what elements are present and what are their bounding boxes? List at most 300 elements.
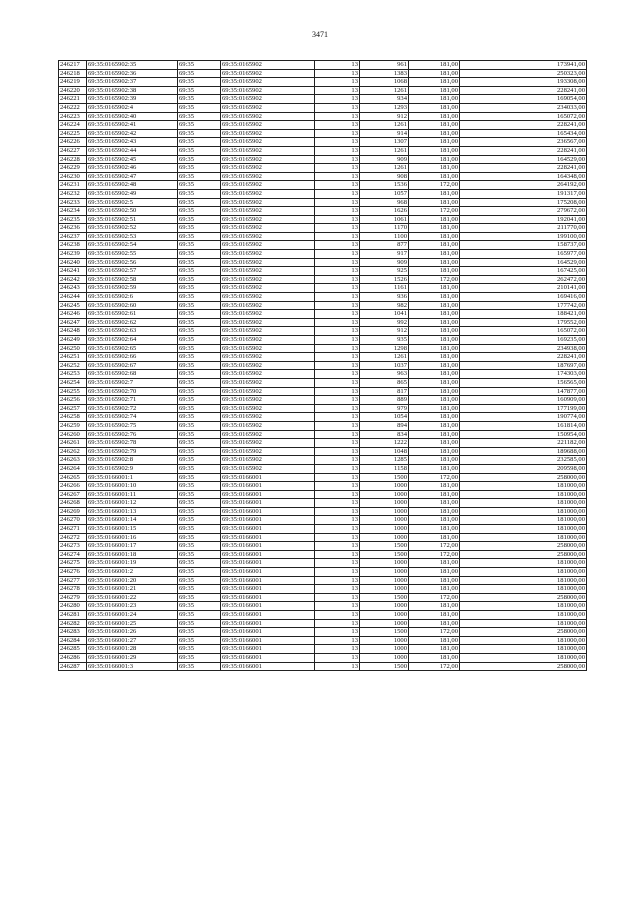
cadastral-number-cell: 69:35:0165902:45 xyxy=(87,155,178,164)
area-cell: 909 xyxy=(360,155,409,164)
area-cell: 925 xyxy=(360,267,409,276)
block-number-cell: 69:35:0165902 xyxy=(221,404,315,413)
block-number-cell: 69:35:0165902 xyxy=(221,138,315,147)
row-id-cell: 246277 xyxy=(59,576,87,585)
district-code-cell: 69:35 xyxy=(178,456,221,465)
cost-cell: 192041,00 xyxy=(460,215,587,224)
page-number: 3471 xyxy=(312,30,328,39)
cost-cell: 181000,00 xyxy=(460,499,587,508)
rate-cell: 181,00 xyxy=(409,490,460,499)
cost-cell: 156565,00 xyxy=(460,378,587,387)
area-cell: 1383 xyxy=(360,69,409,78)
row-id-cell: 246244 xyxy=(59,293,87,302)
cadastral-number-cell: 69:35:0166001:3 xyxy=(87,662,178,671)
table-row xyxy=(59,542,587,551)
table-row xyxy=(59,413,587,422)
rate-cell: 181,00 xyxy=(409,112,460,121)
block-number-cell: 69:35:0165902 xyxy=(221,344,315,353)
category-cell: 13 xyxy=(315,95,360,104)
row-id-cell: 246247 xyxy=(59,318,87,327)
cadastral-number-cell: 69:35:0165902:67 xyxy=(87,361,178,370)
cadastral-number-cell: 69:35:0165902:9 xyxy=(87,464,178,473)
block-number-cell: 69:35:0165902 xyxy=(221,164,315,173)
cost-cell: 228241,00 xyxy=(460,86,587,95)
rate-cell: 181,00 xyxy=(409,636,460,645)
cost-cell: 164348,00 xyxy=(460,172,587,181)
table-row xyxy=(59,456,587,465)
row-id-cell: 246229 xyxy=(59,164,87,173)
category-cell: 13 xyxy=(315,636,360,645)
area-cell: 961 xyxy=(360,61,409,70)
cadastral-number-cell: 69:35:0166001:29 xyxy=(87,653,178,662)
district-code-cell: 69:35 xyxy=(178,499,221,508)
area-cell: 889 xyxy=(360,396,409,405)
area-cell: 963 xyxy=(360,370,409,379)
rate-cell: 181,00 xyxy=(409,421,460,430)
category-cell: 13 xyxy=(315,404,360,413)
area-cell: 1068 xyxy=(360,78,409,87)
area-cell: 1054 xyxy=(360,413,409,422)
row-id-cell: 246280 xyxy=(59,602,87,611)
rate-cell: 172,00 xyxy=(409,473,460,482)
rate-cell: 181,00 xyxy=(409,430,460,439)
area-cell: 1500 xyxy=(360,550,409,559)
row-id-cell: 246260 xyxy=(59,430,87,439)
table-row xyxy=(59,138,587,147)
table-row xyxy=(59,267,587,276)
area-cell: 1000 xyxy=(360,602,409,611)
cost-cell: 258000,00 xyxy=(460,473,587,482)
block-number-cell: 69:35:0165902 xyxy=(221,413,315,422)
rate-cell: 181,00 xyxy=(409,619,460,628)
table-row xyxy=(59,146,587,155)
area-cell: 1161 xyxy=(360,284,409,293)
cadastral-number-cell: 69:35:0166001:14 xyxy=(87,516,178,525)
category-cell: 13 xyxy=(315,525,360,534)
table-row xyxy=(59,336,587,345)
district-code-cell: 69:35 xyxy=(178,121,221,130)
row-id-cell: 246285 xyxy=(59,645,87,654)
district-code-cell: 69:35 xyxy=(178,318,221,327)
area-cell: 1000 xyxy=(360,636,409,645)
rate-cell: 181,00 xyxy=(409,146,460,155)
row-id-cell: 246271 xyxy=(59,525,87,534)
table-body xyxy=(59,61,587,671)
cadastral-number-cell: 69:35:0166001:15 xyxy=(87,525,178,534)
cost-cell: 181000,00 xyxy=(460,611,587,620)
area-cell: 1222 xyxy=(360,439,409,448)
category-cell: 13 xyxy=(315,241,360,250)
table-row xyxy=(59,585,587,594)
cost-cell: 164529,00 xyxy=(460,155,587,164)
cost-cell: 160909,00 xyxy=(460,396,587,405)
row-id-cell: 246263 xyxy=(59,456,87,465)
rate-cell: 181,00 xyxy=(409,387,460,396)
area-cell: 1037 xyxy=(360,361,409,370)
cadastral-number-cell: 69:35:0166001:26 xyxy=(87,628,178,637)
block-number-cell: 69:35:0165902 xyxy=(221,155,315,164)
row-id-cell: 246232 xyxy=(59,189,87,198)
cadastral-number-cell: 69:35:0165902:5 xyxy=(87,198,178,207)
row-id-cell: 246275 xyxy=(59,559,87,568)
rate-cell: 181,00 xyxy=(409,138,460,147)
district-code-cell: 69:35 xyxy=(178,507,221,516)
rate-cell: 181,00 xyxy=(409,301,460,310)
rate-cell: 181,00 xyxy=(409,404,460,413)
row-id-cell: 246259 xyxy=(59,421,87,430)
table-row xyxy=(59,78,587,87)
block-number-cell: 69:35:0165902 xyxy=(221,370,315,379)
block-number-cell: 69:35:0165902 xyxy=(221,215,315,224)
block-number-cell: 69:35:0165902 xyxy=(221,172,315,181)
table-row xyxy=(59,482,587,491)
district-code-cell: 69:35 xyxy=(178,232,221,241)
block-number-cell: 69:35:0165902 xyxy=(221,61,315,70)
cost-cell: 181000,00 xyxy=(460,576,587,585)
row-id-cell: 246240 xyxy=(59,258,87,267)
district-code-cell: 69:35 xyxy=(178,86,221,95)
cadastral-number-cell: 69:35:0166001:24 xyxy=(87,611,178,620)
cadastral-number-cell: 69:35:0165902:42 xyxy=(87,129,178,138)
cadastral-table xyxy=(58,60,587,671)
block-number-cell: 69:35:0166001 xyxy=(221,482,315,491)
row-id-cell: 246227 xyxy=(59,146,87,155)
cadastral-number-cell: 69:35:0165902:49 xyxy=(87,189,178,198)
cost-cell: 169235,00 xyxy=(460,336,587,345)
area-cell: 1261 xyxy=(360,146,409,155)
block-number-cell: 69:35:0165902 xyxy=(221,86,315,95)
rate-cell: 181,00 xyxy=(409,559,460,568)
rate-cell: 172,00 xyxy=(409,593,460,602)
cadastral-number-cell: 69:35:0165902:64 xyxy=(87,336,178,345)
area-cell: 914 xyxy=(360,129,409,138)
area-cell: 1057 xyxy=(360,189,409,198)
table-row xyxy=(59,301,587,310)
area-cell: 1000 xyxy=(360,490,409,499)
area-cell: 1526 xyxy=(360,275,409,284)
rate-cell: 181,00 xyxy=(409,61,460,70)
row-id-cell: 246272 xyxy=(59,533,87,542)
block-number-cell: 69:35:0165902 xyxy=(221,284,315,293)
block-number-cell: 69:35:0165902 xyxy=(221,267,315,276)
area-cell: 1000 xyxy=(360,568,409,577)
cost-cell: 236567,00 xyxy=(460,138,587,147)
district-code-cell: 69:35 xyxy=(178,258,221,267)
cadastral-number-cell: 69:35:0166001:27 xyxy=(87,636,178,645)
district-code-cell: 69:35 xyxy=(178,602,221,611)
district-code-cell: 69:35 xyxy=(178,310,221,319)
block-number-cell: 69:35:0165902 xyxy=(221,189,315,198)
table-row xyxy=(59,447,587,456)
row-id-cell: 246274 xyxy=(59,550,87,559)
rate-cell: 181,00 xyxy=(409,353,460,362)
rate-cell: 181,00 xyxy=(409,396,460,405)
area-cell: 1261 xyxy=(360,164,409,173)
cadastral-number-cell: 69:35:0165902:74 xyxy=(87,413,178,422)
district-code-cell: 69:35 xyxy=(178,611,221,620)
area-cell: 1000 xyxy=(360,482,409,491)
district-code-cell: 69:35 xyxy=(178,250,221,259)
cadastral-number-cell: 69:35:0165902:50 xyxy=(87,207,178,216)
row-id-cell: 246230 xyxy=(59,172,87,181)
rate-cell: 181,00 xyxy=(409,361,460,370)
cadastral-number-cell: 69:35:0165902:7 xyxy=(87,378,178,387)
district-code-cell: 69:35 xyxy=(178,370,221,379)
district-code-cell: 69:35 xyxy=(178,224,221,233)
cadastral-number-cell: 69:35:0165902:76 xyxy=(87,430,178,439)
area-cell: 877 xyxy=(360,241,409,250)
cost-cell: 228241,00 xyxy=(460,353,587,362)
district-code-cell: 69:35 xyxy=(178,585,221,594)
table-row xyxy=(59,112,587,121)
district-code-cell: 69:35 xyxy=(178,336,221,345)
rate-cell: 172,00 xyxy=(409,207,460,216)
cadastral-number-cell: 69:35:0165902:39 xyxy=(87,95,178,104)
area-cell: 1500 xyxy=(360,628,409,637)
rate-cell: 181,00 xyxy=(409,121,460,130)
category-cell: 13 xyxy=(315,275,360,284)
category-cell: 13 xyxy=(315,336,360,345)
district-code-cell: 69:35 xyxy=(178,593,221,602)
table-row xyxy=(59,232,587,241)
district-code-cell: 69:35 xyxy=(178,576,221,585)
table-row xyxy=(59,559,587,568)
block-number-cell: 69:35:0165902 xyxy=(221,456,315,465)
cost-cell: 165977,00 xyxy=(460,250,587,259)
category-cell: 13 xyxy=(315,267,360,276)
table-row xyxy=(59,430,587,439)
cost-cell: 161814,00 xyxy=(460,421,587,430)
row-id-cell: 246219 xyxy=(59,78,87,87)
area-cell: 912 xyxy=(360,327,409,336)
area-cell: 1261 xyxy=(360,121,409,130)
category-cell: 13 xyxy=(315,189,360,198)
cadastral-number-cell: 69:35:0165902:60 xyxy=(87,301,178,310)
area-cell: 979 xyxy=(360,404,409,413)
cost-cell: 188421,00 xyxy=(460,310,587,319)
block-number-cell: 69:35:0165902 xyxy=(221,112,315,121)
row-id-cell: 246231 xyxy=(59,181,87,190)
category-cell: 13 xyxy=(315,628,360,637)
rate-cell: 181,00 xyxy=(409,258,460,267)
category-cell: 13 xyxy=(315,215,360,224)
cost-cell: 181000,00 xyxy=(460,585,587,594)
rate-cell: 181,00 xyxy=(409,95,460,104)
district-code-cell: 69:35 xyxy=(178,172,221,181)
cadastral-number-cell: 69:35:0165902:79 xyxy=(87,447,178,456)
cadastral-number-cell: 69:35:0166001:16 xyxy=(87,533,178,542)
cost-cell: 158737,00 xyxy=(460,241,587,250)
table-row xyxy=(59,318,587,327)
area-cell: 1307 xyxy=(360,138,409,147)
district-code-cell: 69:35 xyxy=(178,430,221,439)
table-row xyxy=(59,129,587,138)
rate-cell: 172,00 xyxy=(409,662,460,671)
area-cell: 992 xyxy=(360,318,409,327)
cost-cell: 181000,00 xyxy=(460,602,587,611)
category-cell: 13 xyxy=(315,645,360,654)
rate-cell: 181,00 xyxy=(409,645,460,654)
rate-cell: 181,00 xyxy=(409,439,460,448)
table-row xyxy=(59,172,587,181)
area-cell: 1170 xyxy=(360,224,409,233)
table-row xyxy=(59,327,587,336)
rate-cell: 181,00 xyxy=(409,172,460,181)
area-cell: 1000 xyxy=(360,559,409,568)
district-code-cell: 69:35 xyxy=(178,353,221,362)
category-cell: 13 xyxy=(315,533,360,542)
block-number-cell: 69:35:0166001 xyxy=(221,602,315,611)
cost-cell: 191317,00 xyxy=(460,189,587,198)
rate-cell: 181,00 xyxy=(409,585,460,594)
table-row xyxy=(59,396,587,405)
area-cell: 1626 xyxy=(360,207,409,216)
category-cell: 13 xyxy=(315,593,360,602)
table-row xyxy=(59,525,587,534)
cost-cell: 147877,00 xyxy=(460,387,587,396)
table-row xyxy=(59,576,587,585)
block-number-cell: 69:35:0166001 xyxy=(221,559,315,568)
category-cell: 13 xyxy=(315,507,360,516)
category-cell: 13 xyxy=(315,172,360,181)
category-cell: 13 xyxy=(315,576,360,585)
row-id-cell: 246269 xyxy=(59,507,87,516)
cost-cell: 221182,00 xyxy=(460,439,587,448)
rate-cell: 181,00 xyxy=(409,250,460,259)
cadastral-number-cell: 69:35:0165902:51 xyxy=(87,215,178,224)
cadastral-number-cell: 69:35:0166001:23 xyxy=(87,602,178,611)
cost-cell: 181000,00 xyxy=(460,533,587,542)
rate-cell: 181,00 xyxy=(409,164,460,173)
category-cell: 13 xyxy=(315,370,360,379)
row-id-cell: 246238 xyxy=(59,241,87,250)
category-cell: 13 xyxy=(315,353,360,362)
rate-cell: 181,00 xyxy=(409,370,460,379)
row-id-cell: 246267 xyxy=(59,490,87,499)
row-id-cell: 246276 xyxy=(59,568,87,577)
rate-cell: 181,00 xyxy=(409,293,460,302)
district-code-cell: 69:35 xyxy=(178,69,221,78)
block-number-cell: 69:35:0165902 xyxy=(221,336,315,345)
category-cell: 13 xyxy=(315,413,360,422)
category-cell: 13 xyxy=(315,86,360,95)
block-number-cell: 69:35:0166001 xyxy=(221,568,315,577)
category-cell: 13 xyxy=(315,439,360,448)
cadastral-number-cell: 69:35:0165902:38 xyxy=(87,86,178,95)
cadastral-number-cell: 69:35:0165902:62 xyxy=(87,318,178,327)
cadastral-number-cell: 69:35:0165902:35 xyxy=(87,61,178,70)
cadastral-number-cell: 69:35:0165902:40 xyxy=(87,112,178,121)
category-cell: 13 xyxy=(315,103,360,112)
area-cell: 1500 xyxy=(360,542,409,551)
block-number-cell: 69:35:0165902 xyxy=(221,103,315,112)
category-cell: 13 xyxy=(315,559,360,568)
district-code-cell: 69:35 xyxy=(178,361,221,370)
category-cell: 13 xyxy=(315,344,360,353)
area-cell: 1000 xyxy=(360,576,409,585)
category-cell: 13 xyxy=(315,301,360,310)
area-cell: 1293 xyxy=(360,103,409,112)
category-cell: 13 xyxy=(315,310,360,319)
cost-cell: 181000,00 xyxy=(460,559,587,568)
category-cell: 13 xyxy=(315,653,360,662)
table-row xyxy=(59,207,587,216)
cost-cell: 234938,00 xyxy=(460,344,587,353)
district-code-cell: 69:35 xyxy=(178,146,221,155)
block-number-cell: 69:35:0166001 xyxy=(221,525,315,534)
cost-cell: 190774,00 xyxy=(460,413,587,422)
category-cell: 13 xyxy=(315,387,360,396)
cost-cell: 189688,00 xyxy=(460,447,587,456)
row-id-cell: 246284 xyxy=(59,636,87,645)
area-cell: 1000 xyxy=(360,611,409,620)
block-number-cell: 69:35:0166001 xyxy=(221,653,315,662)
area-cell: 1000 xyxy=(360,499,409,508)
cadastral-number-cell: 69:35:0165902:6 xyxy=(87,293,178,302)
cadastral-number-cell: 69:35:0165902:47 xyxy=(87,172,178,181)
block-number-cell: 69:35:0166001 xyxy=(221,533,315,542)
district-code-cell: 69:35 xyxy=(178,207,221,216)
rate-cell: 181,00 xyxy=(409,456,460,465)
category-cell: 13 xyxy=(315,396,360,405)
cadastral-number-cell: 69:35:0166001:2 xyxy=(87,568,178,577)
district-code-cell: 69:35 xyxy=(178,378,221,387)
row-id-cell: 246225 xyxy=(59,129,87,138)
category-cell: 13 xyxy=(315,327,360,336)
rate-cell: 181,00 xyxy=(409,69,460,78)
rate-cell: 181,00 xyxy=(409,344,460,353)
area-cell: 1000 xyxy=(360,585,409,594)
cadastral-number-cell: 69:35:0165902:78 xyxy=(87,439,178,448)
block-number-cell: 69:35:0166001 xyxy=(221,619,315,628)
district-code-cell: 69:35 xyxy=(178,473,221,482)
cadastral-number-cell: 69:35:0165902:72 xyxy=(87,404,178,413)
cost-cell: 258000,00 xyxy=(460,628,587,637)
row-id-cell: 246264 xyxy=(59,464,87,473)
cost-cell: 181000,00 xyxy=(460,525,587,534)
district-code-cell: 69:35 xyxy=(178,61,221,70)
row-id-cell: 246279 xyxy=(59,593,87,602)
district-code-cell: 69:35 xyxy=(178,653,221,662)
district-code-cell: 69:35 xyxy=(178,542,221,551)
cost-cell: 234033,00 xyxy=(460,103,587,112)
row-id-cell: 246221 xyxy=(59,95,87,104)
cadastral-number-cell: 69:35:0165902:75 xyxy=(87,421,178,430)
table-row xyxy=(59,224,587,233)
table-row xyxy=(59,439,587,448)
area-cell: 909 xyxy=(360,258,409,267)
table-row xyxy=(59,473,587,482)
district-code-cell: 69:35 xyxy=(178,525,221,534)
district-code-cell: 69:35 xyxy=(178,439,221,448)
category-cell: 13 xyxy=(315,284,360,293)
cadastral-number-cell: 69:35:0166001:11 xyxy=(87,490,178,499)
row-id-cell: 246218 xyxy=(59,69,87,78)
district-code-cell: 69:35 xyxy=(178,404,221,413)
table-row xyxy=(59,653,587,662)
row-id-cell: 246233 xyxy=(59,198,87,207)
cost-cell: 258000,00 xyxy=(460,550,587,559)
cadastral-number-cell: 69:35:0166001:17 xyxy=(87,542,178,551)
cost-cell: 169054,00 xyxy=(460,95,587,104)
table-row xyxy=(59,103,587,112)
area-cell: 894 xyxy=(360,421,409,430)
row-id-cell: 246252 xyxy=(59,361,87,370)
rate-cell: 181,00 xyxy=(409,198,460,207)
cadastral-number-cell: 69:35:0165902:66 xyxy=(87,353,178,362)
category-cell: 13 xyxy=(315,224,360,233)
table-row xyxy=(59,619,587,628)
